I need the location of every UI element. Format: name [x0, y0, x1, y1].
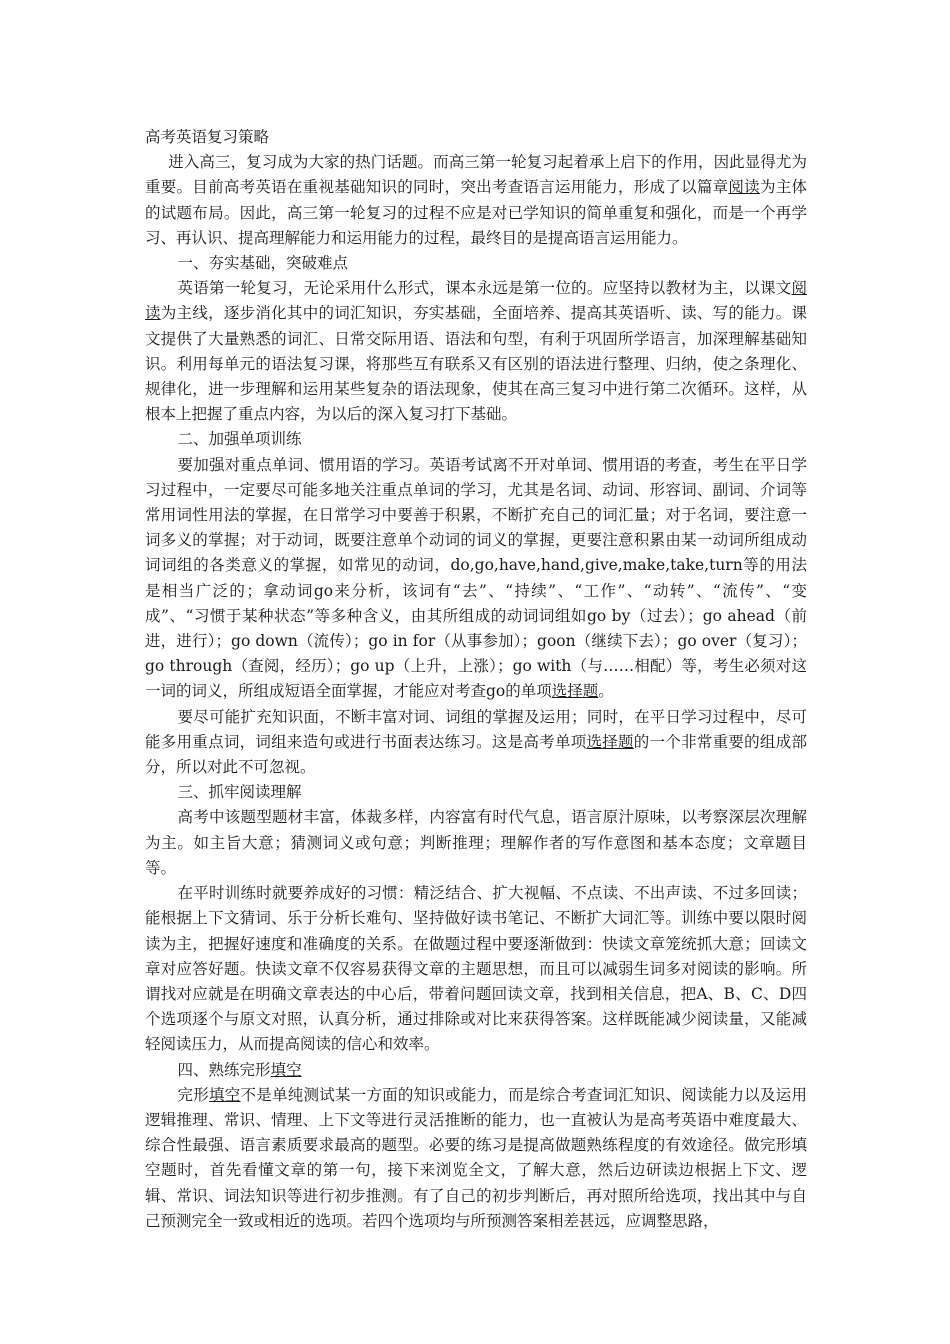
document-page	[145, 125, 807, 1234]
text-run: 进入高三，复习成为大家的热门话题。而高三第一轮复习起着承上启下的作用，因此显得尤为重要。目前高考英语在重视基础知识的同时，突出考查语言运用能力，形成了以篇章	[145, 153, 807, 197]
underlined-term: 选择题	[551, 682, 599, 701]
text-run: 。	[598, 682, 614, 701]
text-run: 不是单纯测试某一方面的知识或能力，而是综合考查词汇知识、阅读能力以及运用逻辑推理、常识、情理、上下文等进行灵活推断的能力，也一直被认为是高考英语中难度最大、综合性最强、语言素质要求最高的题型。必要的练习是提高做题熟练程度的有效途径。做完形填空题时，首先看懂文章的第一句，接下来浏览全文，了解大意，然后边研读边根据上下文、逻辑、常识、词法知识等进行初步推测。有了自己的初步判断后，再对照所给选项，找出其中与自己预测完全一致或相近的选项。若四个选项均与所预测答案相差甚远，应调整思路，	[145, 1085, 807, 1230]
text-run: 三、抓牢阅读理解	[177, 783, 302, 802]
paragraph	[145, 150, 807, 251]
paragraph	[145, 453, 807, 705]
underlined-term: 选择题	[586, 732, 634, 751]
paragraph	[145, 805, 807, 881]
underlined-term: 阅读	[145, 279, 807, 323]
text-run: 二、加强单项训练	[177, 430, 302, 449]
text-run: 四、熟练完形	[177, 1060, 271, 1079]
text-run: 高考中该题型题材丰富，体裁多样，内容富有时代气息，语言原汁原味，以考察深层次理解为主。如主旨大意；猜测词义或句意；判断推理；理解作者的写作意图和基本态度；文章题目等。	[145, 808, 807, 877]
section-heading	[145, 1058, 807, 1083]
paragraph	[145, 705, 807, 781]
underlined-term: 填空	[270, 1060, 302, 1079]
text-run: 为主线，逐步消化其中的词汇知识，夯实基础，全面培养、提高其英语听、读、写的能力。课文提供了大量熟悉的词汇、日常交际用语、语法和句型，有利于巩固所学语言，加深理解基础知识。利用每单元的语法复习课，将那些互有联系又有区别的语法进行整理、归纳，使之条理化、规律化，进一步理解和运用某些复杂的语法现象，使其在高三复习中进行第二次循环。这样，从根本上把握了重点内容，为以后的深入复习打下基础。	[145, 304, 807, 424]
text-run: 在平时训练时就要养成好的习惯：精泛结合、扩大视幅、不点读、不出声读、不过多回读；能根据上下文猜词、乐于分析长难句、坚持做好读书笔记、不断扩大词汇等。训练中要以限时阅读为主，把握好速度和准确度的关系。在做题过程中要逐渐做到：快读文章笼统抓大意；回读文章对应答好题。快读文章不仅容易获得文章的主题思想，而且可以减弱生词多对阅读的影响。所谓找对应就是在明确文章表达的中心后，带着问题回读文章，找到相关信息，把A、B、C、D四个选项逐个与原文对照，认真分析，通过排除或对比来获得答案。这样既能减少阅读量，又能减轻阅读压力，从而提高阅读的信心和效率。	[145, 884, 807, 1054]
paragraph	[145, 276, 807, 427]
section-heading	[145, 427, 807, 452]
text-run: 要尽可能扩充知识面，不断丰富对词、词组的掌握及运用；同时，在平日学习过程中，尽可能多用重点词，词组来造句或进行书面表达练习。这是高考单项	[145, 707, 807, 751]
section-heading	[145, 780, 807, 805]
text-run: 英语第一轮复习，无论采用什么形式，课本永远是第一位的。应坚持以教材为主，以课文	[177, 279, 792, 298]
text-run: 一、夯实基础，突破难点	[177, 254, 349, 273]
document-title: 高考英语复习策略	[145, 128, 270, 146]
text-run: 为主体的试题布局。因此，高三第一轮复习的过程不应是对已学知识的简单重复和强化，而是一个再学习、再认识、提高理解能力和运用能力的过程，最终目的是提高语言运用能力。	[145, 178, 807, 247]
text-run: 完形	[177, 1085, 210, 1104]
paragraph	[145, 1083, 807, 1234]
section-heading	[145, 251, 807, 276]
underlined-term: 填空	[209, 1085, 241, 1104]
text-run: 要加强对重点单词、惯用语的学习。英语考试离不开对单词、惯用语的考查，考生在平日学习过程中，一定要尽可能多地关注重点单词的学习，尤其是名词、动词、形容词、副词、介词等常用词性用法的掌握，在日常学习中要善于积累，不断扩充自己的词汇量；对于名词，要注意一词多义的掌握；对于动词，既要注意单个动词的词义的掌握，更要注意积累由某一动词所组成动词词组的各类意义的掌握，如常见的动词，do,go,have,hand,give,make,take,turn等的用法是相当广泛的；拿动词go来分析，该词有“去”、“持续”、“工作”、“动转”、“流传”、“变成”、“习惯于某种状态”等多种含义，由其所组成的动词词组如go by（过去）；go ahead（前进，进行）；go down（流传）；go in for（从事参加）；goon（继续下去）；go over（复习）；go through（查阅，经历）；go up（上升，上涨）；go with（与……相配）等，考生必须对这一词的词义，所组成短语全面掌握，才能应对考查go的单项	[145, 455, 807, 701]
paragraph	[145, 881, 807, 1057]
document-body	[145, 150, 807, 1234]
underlined-term: 阅读	[728, 178, 760, 197]
text-run: 的一个非常重要的组成部分，所以对此不可忽视。	[145, 732, 807, 777]
